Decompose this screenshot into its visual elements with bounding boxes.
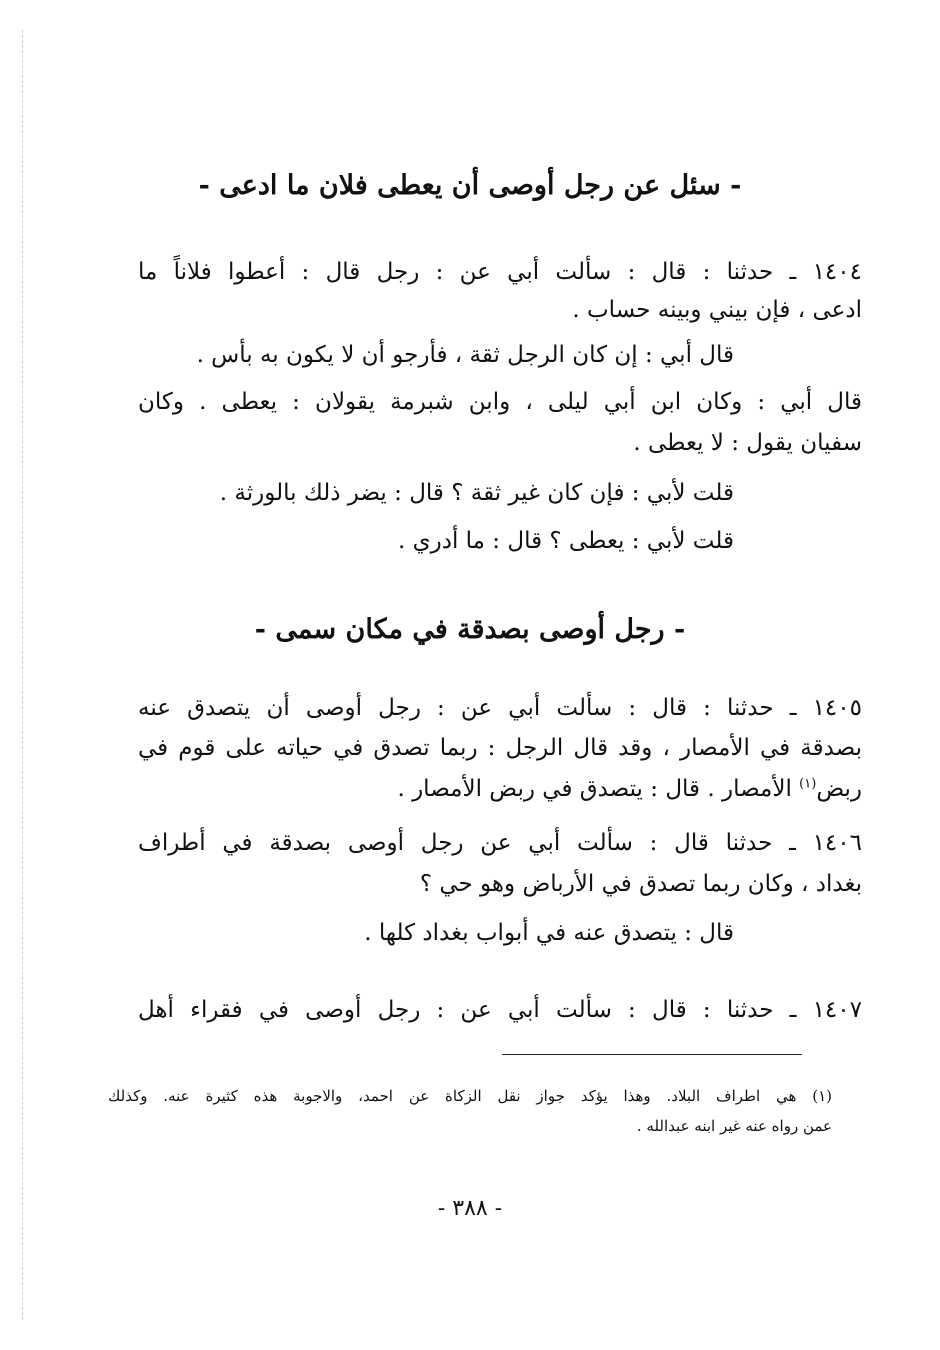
paragraph-1404-line-7: قلت لأبي : يعطى ؟ قال : ما أدري . xyxy=(397,528,734,554)
paragraph-1406-line-3: قال : يتصدق عنه في أبواب بغداد كلها . xyxy=(364,920,734,946)
paragraph-1405-line-3 xyxy=(397,771,862,807)
paragraph-1407-line-1: ١٤٠٧ ـ حدثنا : قال : سألت أبي عن : رجل أوصى في فقراء أهل xyxy=(138,997,862,1023)
paragraph-1404-line-4: قال أبي : وكان ابن أبي ليلى ، وابن شبرمة يقولان : يعطى . وكان xyxy=(138,389,862,415)
footnote-line-2: عمن رواه عنه غير ابنه عبدالله . xyxy=(636,1117,832,1135)
paragraph-1405-line-2: بصدقة في الأمصار ، وقد قال الرجل : ربما تصدق في حياته على قوم في xyxy=(138,735,862,761)
footnote-line-1: (١) هي اطراف البلاد. وهذا يؤكد جواز نقل الزكاة عن احمد، والاجوبة هذه كثيرة عنه. وكذلك xyxy=(108,1087,832,1105)
paragraph-1404-line-3: قال أبي : إن كان الرجل ثقة ، فأرجو أن لا يكون به بأس . xyxy=(196,342,734,368)
page-number: - ٣٨٨ - xyxy=(437,1196,503,1221)
paragraph-1404-line-2: ادعى ، فإن بيني وبينه حساب . xyxy=(572,297,862,323)
section-heading-1: - سئل عن رجل أوصى أن يعطى فلان ما ادعى - xyxy=(198,170,742,201)
paragraph-1404-line-1: ١٤٠٤ ـ حدثنا : قال : سألت أبي عن : رجل قال : أعطوا فلاناً ما xyxy=(138,259,862,285)
paragraph-1405-line-3-end: الأمصار . قال : يتصدق في ربض الأمصار . xyxy=(397,776,800,802)
paragraph-1405-line-1: ١٤٠٥ ـ حدثنا : قال : سألت أبي عن : رجل أوصى أن يتصدق عنه xyxy=(138,695,862,721)
section-heading-2: - رجل أوصى بصدقة في مكان سمى - xyxy=(254,614,686,645)
footnote-separator xyxy=(502,1054,802,1055)
paragraph-1405-line-3-start: ربض xyxy=(816,776,862,802)
paragraph-1406-line-2: بغداد ، وكان ربما تصدق في الأرباض وهو حي ؟ xyxy=(419,871,862,897)
paragraph-1404-line-5: سفيان يقول : لا يعطى . xyxy=(633,430,862,456)
paragraph-1406-line-1: ١٤٠٦ ـ حدثنا قال : سألت أبي عن رجل أوصى بصدقة في أطراف xyxy=(138,830,862,856)
scan-margin-line xyxy=(22,30,23,1320)
footnote-marker: (١) xyxy=(799,776,817,792)
paragraph-1404-line-6: قلت لأبي : فإن كان غير ثقة ؟ قال : يضر ذلك بالورثة . xyxy=(219,480,734,506)
